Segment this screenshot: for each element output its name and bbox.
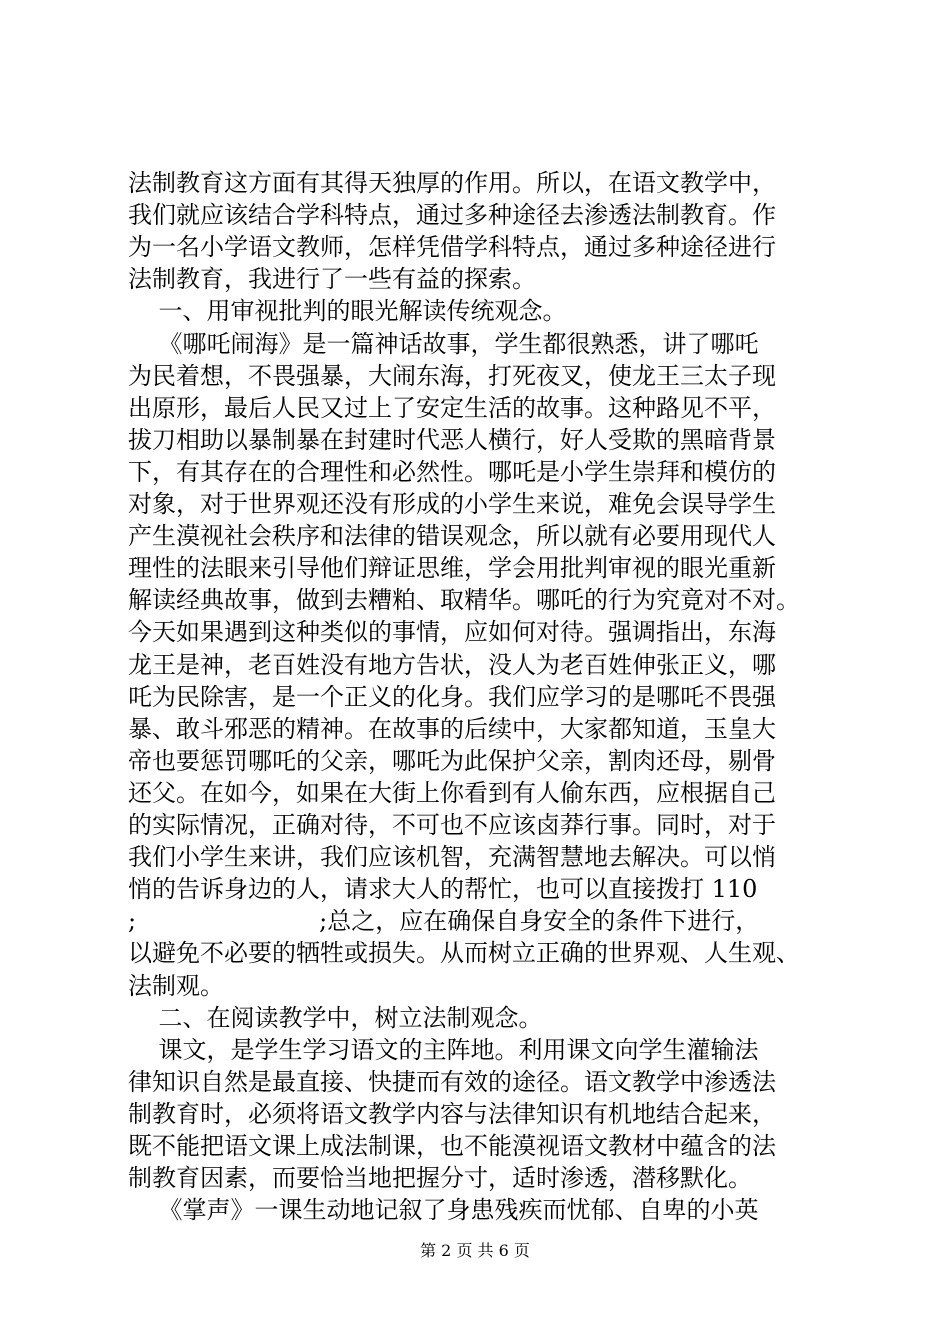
text-line: 以避免不必要的牺牲或损失。从而树立正确的世界观、人生观、 <box>128 939 800 968</box>
text-line: 法制观。 <box>128 971 224 1000</box>
text-line: 《掌声》一课生动地记叙了身患残疾而忧郁、自卑的小英 <box>128 1196 759 1225</box>
text-line: 拔刀相助以暴制暴在封建时代恶人横行，好人受欺的黑暗背景 <box>128 425 776 454</box>
text-line: 下，有其存在的合理性和必然性。哪吒是小学生崇拜和模仿的 <box>128 457 776 486</box>
page-footer: 第 2 页 共 6 页 <box>420 1241 530 1260</box>
text-line: 理性的法眼来引导他们辩证思维，学会用批判审视的眼光重新 <box>128 554 776 583</box>
text-line: 还父。在如今，如果在大街上你看到有人偷东西，应根据自己 <box>128 778 776 807</box>
text-line: 龙王是神，老百姓没有地方告状，没人为老百姓伸张正义，哪 <box>128 650 776 679</box>
text-line: 解读经典故事，做到去糟粕、取精华。哪吒的行为究竟对不对。 <box>128 586 800 615</box>
text-line: 出原形，最后人民又过上了安定生活的故事。这种路见不平， <box>128 393 776 422</box>
text-line: ; ;总之，应在确保自身安全的条件下进行， <box>128 907 760 936</box>
text-line: 我们就应该结合学科特点，通过多种途径去渗透法制教育。作 <box>128 201 776 230</box>
text-line: 悄的告诉身边的人，请求大人的帮忙，也可以直接拨打 110 <box>128 875 758 904</box>
text-line: 一、用审视批判的眼光解读传统观念。 <box>128 297 567 326</box>
text-line: 的实际情况，正确对待，不可也不应该卤莽行事。同时，对于 <box>128 811 776 839</box>
text-line: 我们小学生来讲，我们应该机智，充满智慧地去解决。可以悄 <box>128 843 776 872</box>
text-line: 为一名小学语文教师，怎样凭借学科特点，通过多种途径进行 <box>128 233 776 262</box>
text-line: 对象，对于世界观还没有形成的小学生来说，难免会误导学生 <box>128 490 776 518</box>
text-line: 制教育时，必须将语文教学内容与法律知识有机地结合起来， <box>128 1099 776 1128</box>
text-line: 帝也要惩罚哪吒的父亲，哪吒为此保护父亲，割肉还母，剔骨 <box>128 746 776 775</box>
text-line: 制教育因素，而要恰当地把握分寸，适时渗透，潜移默化。 <box>128 1164 752 1193</box>
text-line: 《哪吒闹海》是一篇神话故事，学生都很熟悉，讲了哪吒 <box>128 329 759 358</box>
text-line: 暴、敢斗邪恶的精神。在故事的后续中，大家都知道，玉皇大 <box>128 714 776 743</box>
text-line: 律知识自然是最直接、快捷而有效的途径。语文教学中渗透法 <box>128 1067 776 1096</box>
text-line: 法制教育，我进行了一些有益的探索。 <box>128 265 536 294</box>
text-line: 吒为民除害，是一个正义的化身。我们应学习的是哪吒不畏强 <box>128 682 776 711</box>
text-line: 今天如果遇到这种类似的事情，应如何对待。强调指出，东海 <box>128 618 776 647</box>
text-line: 为民着想，不畏强暴，大闹东海，打死夜叉，使龙王三太子现 <box>128 361 776 390</box>
text-line: 二、在阅读教学中，树立法制观念。 <box>128 1003 543 1032</box>
text-line: 课文，是学生学习语文的主阵地。利用课文向学生灌输法 <box>128 1035 759 1064</box>
text-line: 产生漠视社会秩序和法律的错误观念，所以就有必要用现代人 <box>128 522 776 551</box>
text-line: 法制教育这方面有其得天独厚的作用。所以，在语文教学中， <box>128 169 776 197</box>
text-line: 既不能把语文课上成法制课，也不能漠视语文教材中蕴含的法 <box>128 1132 776 1160</box>
